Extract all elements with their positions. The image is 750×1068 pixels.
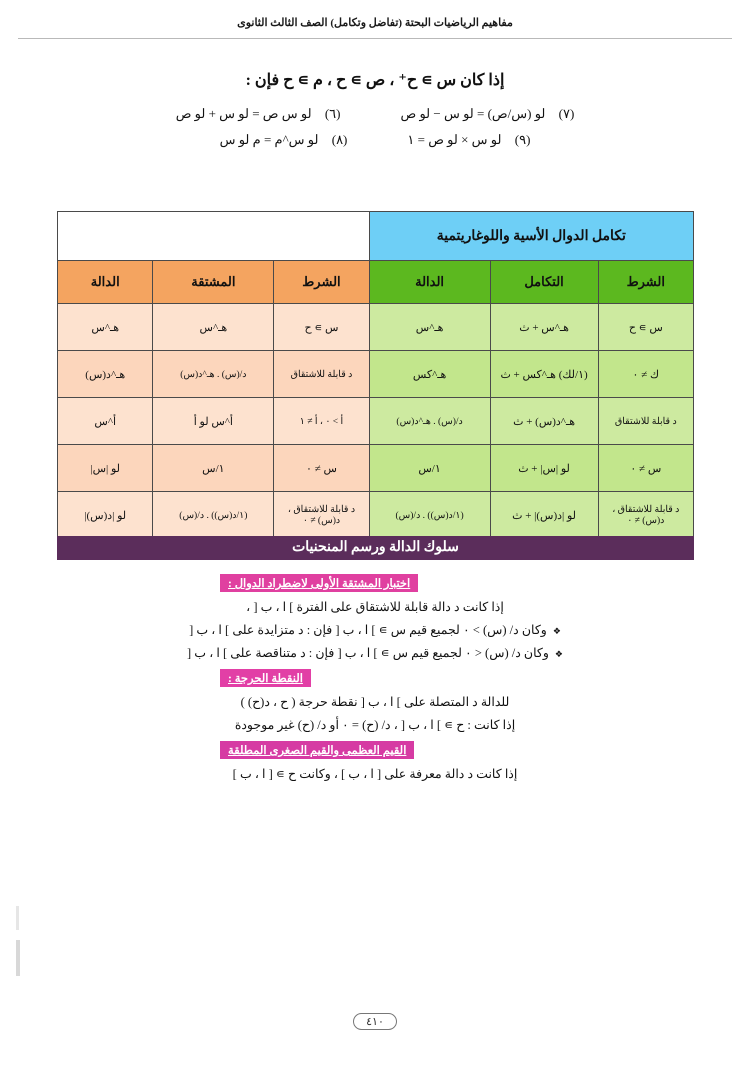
margin-mark-upper	[16, 906, 19, 930]
row5-right-function: لو |د(س)|	[58, 492, 153, 539]
intro-block	[40, 70, 710, 148]
log-rule-6-text: لو س ص = لو س + لو ص	[175, 106, 312, 121]
log-rule-6-number: (٦)	[324, 106, 341, 121]
header-divider	[18, 38, 732, 39]
row3-right-function: أ^س	[58, 398, 153, 445]
header-right-function: الدالة	[58, 261, 153, 304]
row1-right-derivative: هـ^س	[153, 304, 274, 351]
row4-left-integral: لو |س| + ث	[490, 445, 598, 492]
table-header-row	[58, 261, 694, 304]
log-rules-row-1	[80, 106, 670, 122]
row5-left-condition: د قابلة للاشتقاق ، د(س) ≠ ٠	[598, 492, 693, 539]
header-left-condition: الشرط	[598, 261, 693, 304]
header-right-derivative: المشتقة	[153, 261, 274, 304]
row3-left-integral: هـ^د(س) + ث	[490, 398, 598, 445]
row2-left-condition: ك ≠ ٠	[598, 351, 693, 398]
row1-left-condition: س ∍ ح	[598, 304, 693, 351]
page-number	[0, 1012, 750, 1030]
subsection-3-line-1: إذا كانت د دالة معرفة على [ ا ، ب ] ، وكانت ح ∍ [ ا ، ب ]	[232, 767, 518, 781]
row1-right-function: هـ^س	[58, 304, 153, 351]
row4-left-function: ١/س	[369, 445, 490, 492]
row4-right-function: لو |س|	[58, 445, 153, 492]
log-rule-6	[176, 106, 341, 122]
subsection-1-title: اختبار المشتقة الأولى لاضطراد الدوال :	[220, 574, 418, 592]
row1-right-condition: س ∍ ح	[274, 304, 369, 351]
log-rule-9	[407, 132, 530, 148]
intro-condition: إذا كان س ∍ ح⁺ ، ص ∍ ح ، م ∍ ح فإن :	[245, 72, 505, 89]
row5-left-function: (١/د(س)) . د/(س)	[369, 492, 490, 539]
table-row	[58, 398, 694, 445]
log-rule-8-text: لو س^م = م لو س	[219, 132, 319, 147]
subsection-1-line-1: إذا كانت د دالة قابلة للاشتقاق على الفترة ] ا ، ب [ ،	[246, 600, 504, 614]
rules-table-wrapper	[57, 211, 694, 539]
subsection-1-line-2: ❖ وكان د/ (س) > ٠ لجميع قيم س ∍ ] ا ، ب [ فإن : د متزايدة على ] ا ، ب [	[40, 622, 710, 638]
row4-right-derivative: ١/س	[153, 445, 274, 492]
table-row	[58, 351, 694, 398]
row2-right-function: هـ^د(س)	[58, 351, 153, 398]
log-rule-8-number: (٨)	[331, 132, 348, 147]
table-caption-row	[58, 212, 694, 261]
subsection-3-header	[40, 741, 710, 759]
log-rules-row-2	[80, 132, 670, 148]
table-caption-right	[58, 212, 370, 261]
row4-right-condition: س ≠ ٠	[274, 445, 369, 492]
margin-mark-lower	[16, 940, 20, 976]
header-left-function: الدالة	[369, 261, 490, 304]
page-header-title: مفاهيم الرياضيات البحتة (تفاضل وتكامل) الصف الثالث الثانوى	[237, 17, 513, 29]
log-rule-8	[220, 132, 348, 148]
log-rules-grid	[40, 106, 710, 148]
row5-right-derivative: (١/د(س)) . د/(س)	[153, 492, 274, 539]
header-right-condition: الشرط	[274, 261, 369, 304]
row2-left-integral: (١/لك) هـ^كس + ث	[490, 351, 598, 398]
row2-right-derivative: د/(س) . هـ^د(س)	[153, 351, 274, 398]
subsection-1-line-3: ❖ وكان د/ (س) < ٠ لجميع قيم س ∍ ] ا ، ب [ فإن : د متناقصة على ] ا ، ب [	[40, 645, 710, 661]
row3-right-derivative: أ^س لو أ	[153, 398, 274, 445]
row4-left-condition: س ≠ ٠	[598, 445, 693, 492]
log-rule-7	[401, 106, 575, 122]
row2-left-function: هـ^كس	[369, 351, 490, 398]
row5-right-condition: د قابلة للاشتقاق ، د(س) ≠ ٠	[274, 492, 369, 539]
header-left-integral: التكامل	[490, 261, 598, 304]
log-rule-7-number: (٧)	[558, 106, 575, 121]
log-rule-9-text: لو س × لو ص = ١	[407, 132, 502, 147]
row1-left-integral: هـ^س + ث	[490, 304, 598, 351]
derivatives-integrals-table	[57, 211, 694, 539]
table-row	[58, 492, 694, 539]
table-row	[58, 304, 694, 351]
subsection-3-title: القيم العظمى والقيم الصغرى المطلقة	[220, 741, 414, 759]
row3-right-condition: أ > ٠ ، أ ≠ ١	[274, 398, 369, 445]
subsection-2-title: النقطة الحرجة :	[220, 669, 311, 687]
subsection-2-header	[40, 669, 710, 687]
row3-left-condition: د قابلة للاشتقاق	[598, 398, 693, 445]
section-body	[40, 566, 710, 789]
subsection-1-header	[40, 574, 710, 592]
log-rule-9-number: (٩)	[514, 132, 531, 147]
row2-right-condition: د قابلة للاشتقاق	[274, 351, 369, 398]
row3-left-function: د/(س) . هـ^د(س)	[369, 398, 490, 445]
log-rule-7-text: لو (س/ص) = لو س − لو ص	[400, 106, 546, 121]
table-row	[58, 445, 694, 492]
table-caption-left: تكامل الدوال الأسية واللوغاريتمية	[369, 212, 693, 261]
row5-left-integral: لو |د(س)| + ث	[490, 492, 598, 539]
row1-left-function: هـ^س	[369, 304, 490, 351]
subsection-2-line-2: إذا كانت : ح ∍ ] ا ، ب [ ، د/ (ح) = ٠ أو د/ (ح) غير موجودة	[234, 718, 516, 732]
page-number-value: ٤١٠	[353, 1013, 397, 1030]
section-banner: سلوك الدالة ورسم المنحنيات	[57, 536, 694, 560]
subsection-2-line-1: للدالة د المتصلة على ] ا ، ب [ نقطة حرجة ( ح ، د(ح) )	[240, 695, 510, 709]
